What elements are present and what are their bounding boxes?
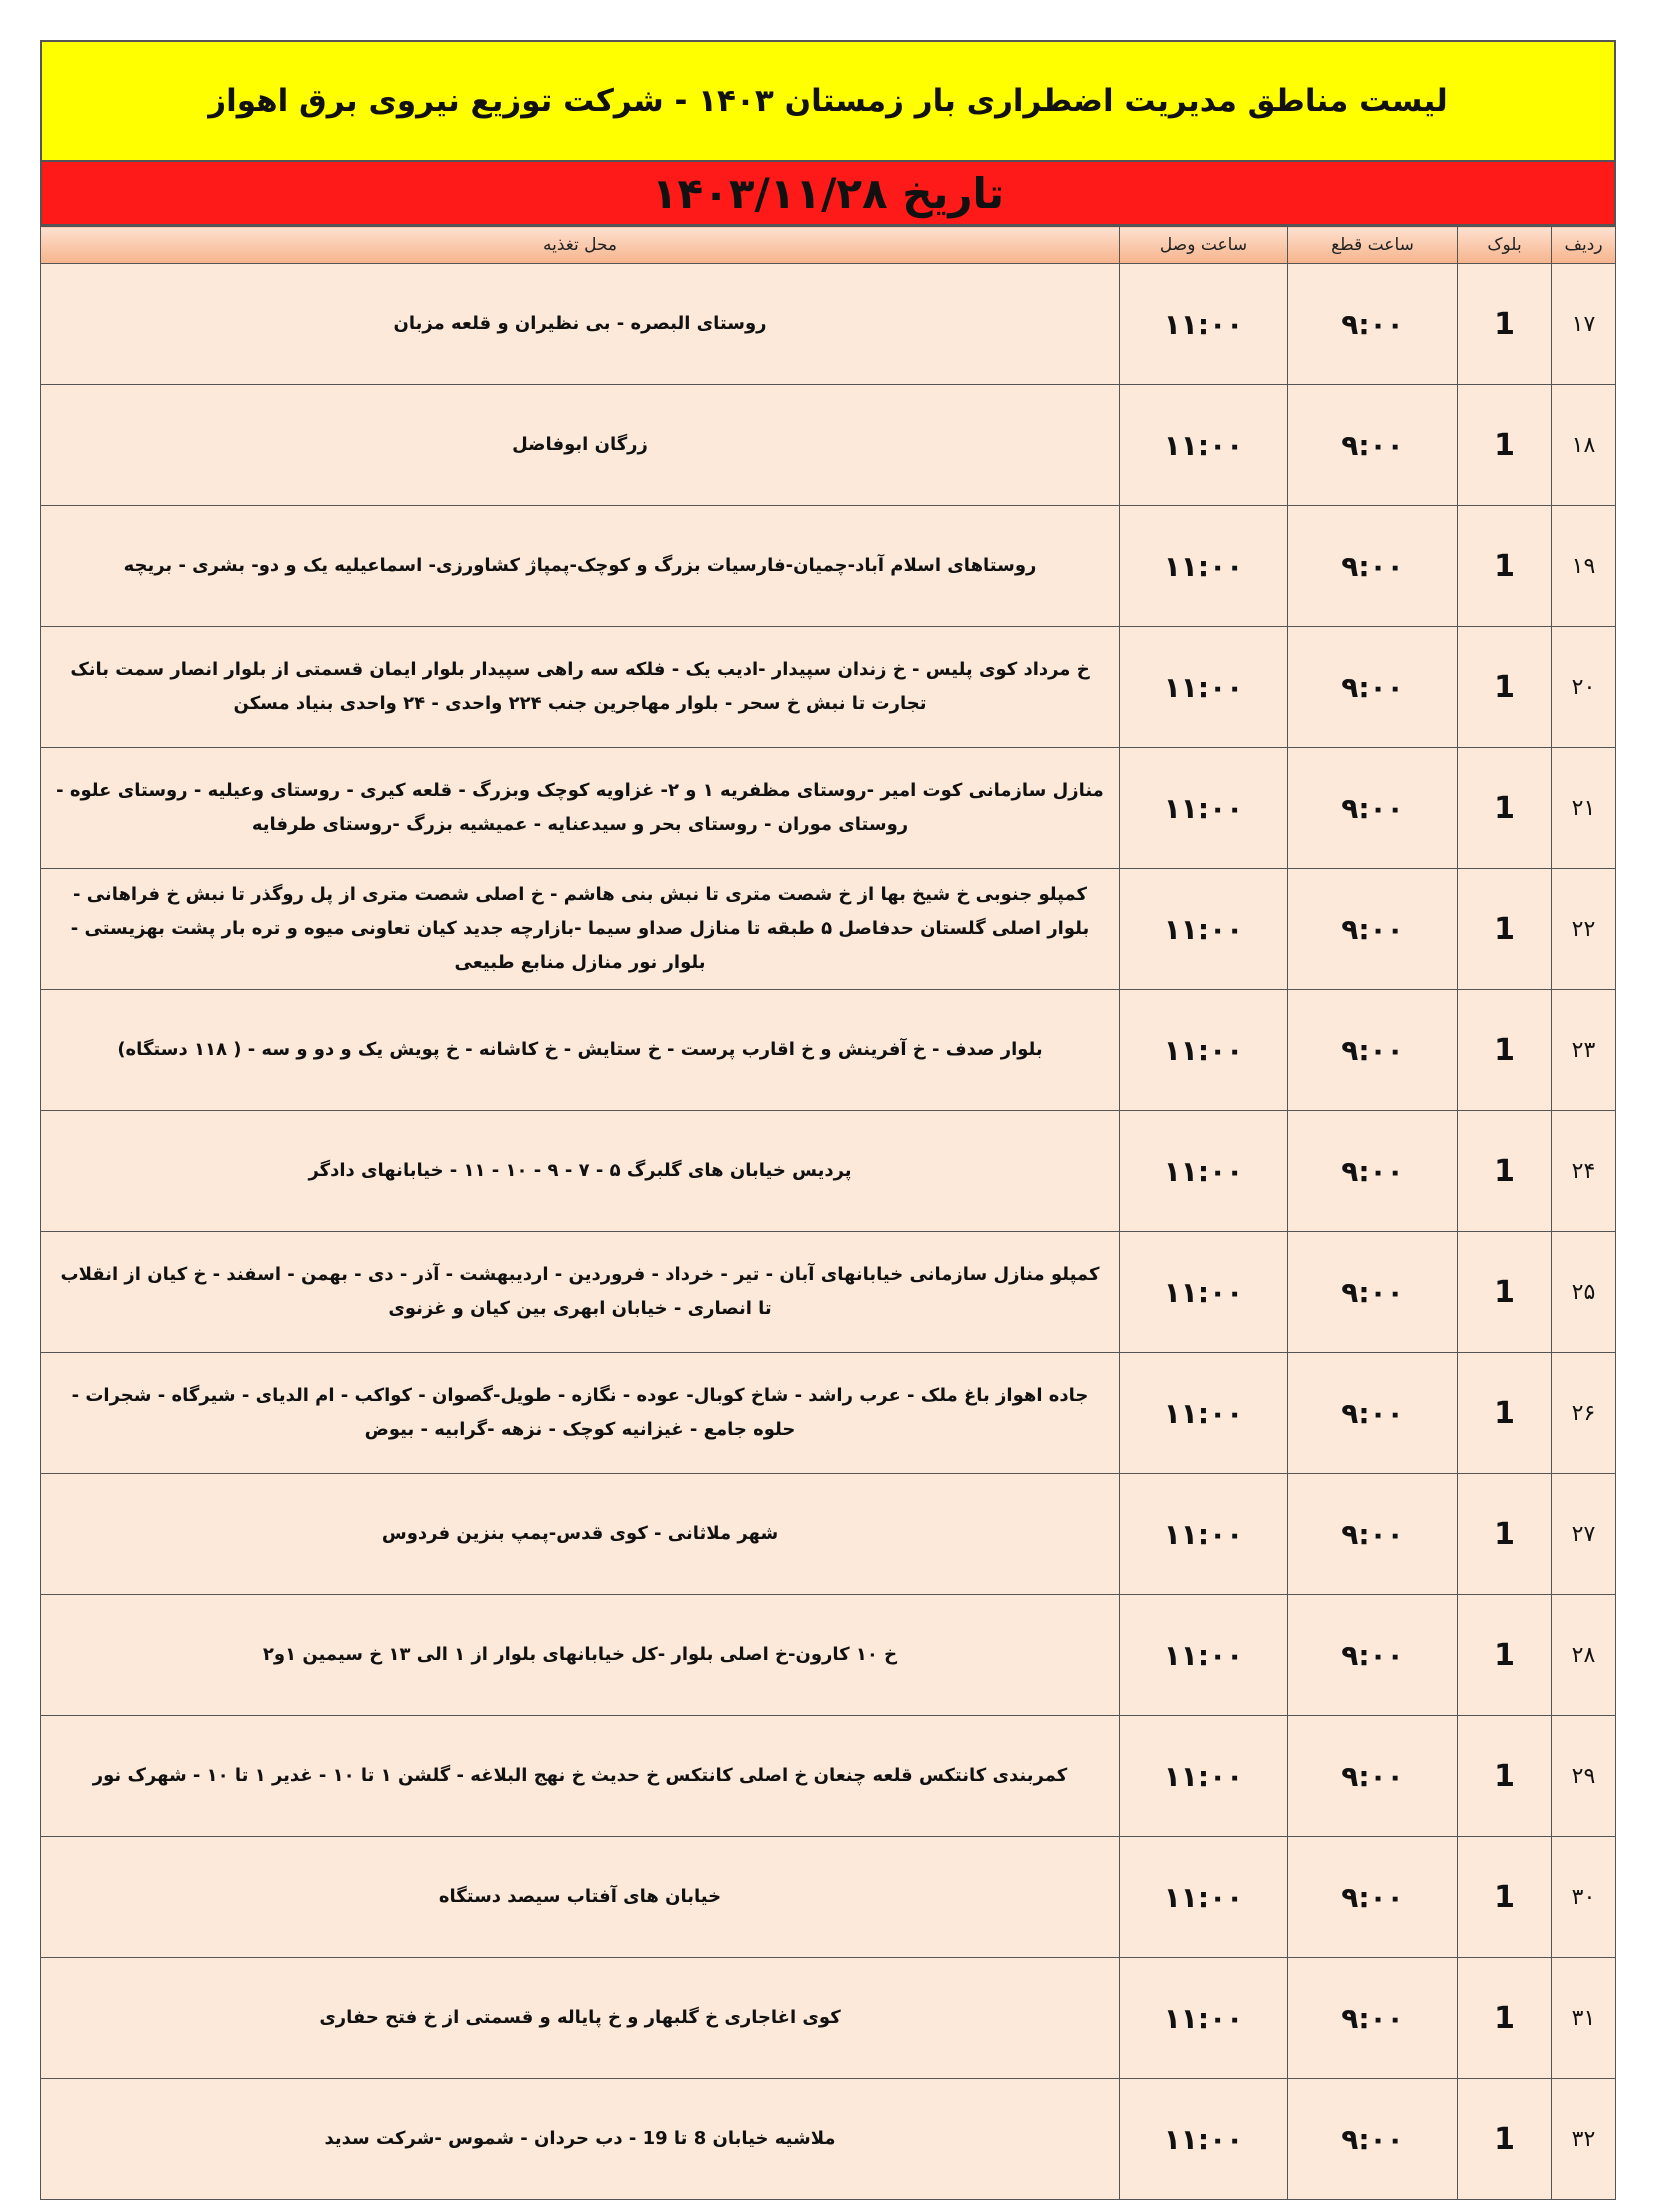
connect-time: ۱۱:۰۰: [1120, 1595, 1288, 1716]
location: شهر ملاثانی - کوی قدس-پمپ بنزین فردوس: [41, 1474, 1120, 1595]
row-number: ۲۰: [1552, 627, 1616, 748]
location: کمپلو منازل سازمانی خیابانهای آبان - تیر - خرداد - فروردین - اردیبهشت - آذر - دی - بهمن - اسفند - خ کیان از انقلاب تا انصاری - خیابان ابهری بین کیان و غزنوی: [41, 1232, 1120, 1353]
table-row: [41, 1958, 1616, 2079]
page-title-text: لیست مناطق مدیریت اضطراری بار زمستان ۱۴۰۳ - شرکت توزیع نیروی برق اهواز: [208, 83, 1448, 119]
cut-time: ۹:۰۰: [1288, 385, 1458, 506]
table-row: [41, 1111, 1616, 1232]
row-number: ۱۸: [1552, 385, 1616, 506]
column-header-location: محل تغذیه: [41, 227, 1120, 264]
location: زرگان ابوفاضل: [41, 385, 1120, 506]
block-number: 1: [1458, 1958, 1552, 2079]
table-row: [41, 1837, 1616, 1958]
connect-time: ۱۱:۰۰: [1120, 1474, 1288, 1595]
column-header-row-number: ردیف: [1552, 227, 1616, 264]
connect-time: ۱۱:۰۰: [1120, 1958, 1288, 2079]
location: ملاشیه خیابان 8 تا 19 - دب حردان - شموس -شرکت سدید: [41, 2079, 1120, 2200]
row-number: ۳۱: [1552, 1958, 1616, 2079]
row-number: ۲۷: [1552, 1474, 1616, 1595]
row-number: ۲۳: [1552, 990, 1616, 1111]
location: جاده اهواز باغ ملک - عرب راشد - شاخ کوبال- عوده - نگازه - طویل-گصوان - کواکب - ام الدیای - شیرگاه - شجرات - حلوه جامع - غیزانیه کوچک - نزهه -گرابیه - بیوض: [41, 1353, 1120, 1474]
table-row: [41, 1232, 1616, 1353]
connect-time: ۱۱:۰۰: [1120, 869, 1288, 990]
location: کمربندی کانتکس قلعه چنعان خ اصلی کانتکس خ حدیث خ نهج البلاغه - گلشن ۱ تا ۱۰ - غدیر ۱ تا ۱۰ - شهرک نور: [41, 1716, 1120, 1837]
row-number: ۲۸: [1552, 1595, 1616, 1716]
page-title: [40, 40, 1616, 162]
schedule-sheet: [40, 40, 1616, 2200]
connect-time: ۱۱:۰۰: [1120, 2079, 1288, 2200]
location: کمپلو جنوبی خ شیخ بها از خ شصت متری تا نبش بنی هاشم - خ اصلی شصت متری از پل روگذر تا نبش خ فراهانی - بلوار اصلی گلستان حدفاصل ۵ طبقه تا منازل صداو سیما -بازارچه جدید کیان تعاونی میوه و تره بار پشت بهزیستی - بلوار نور منازل منابع طبیعی: [41, 869, 1120, 990]
table-row: [41, 869, 1616, 990]
cut-time: ۹:۰۰: [1288, 1353, 1458, 1474]
block-number: 1: [1458, 1353, 1552, 1474]
location: خ مرداد کوی پلیس - خ زندان سپیدار -ادیب یک - فلکه سه راهی سپیدار بلوار ایمان قسمتی از بلوار انصار سمت بانک تجارت تا نبش خ سحر - بلوار مهاجرین جنب ۲۲۴ واحدی - ۲۴ واحدی بنیاد مسکن: [41, 627, 1120, 748]
connect-time: ۱۱:۰۰: [1120, 1353, 1288, 1474]
table-row: [41, 2079, 1616, 2200]
date-text: تاریخ ۱۴۰۳/۱۱/۲۸: [651, 168, 1005, 218]
connect-time: ۱۱:۰۰: [1120, 1716, 1288, 1837]
table-row: [41, 1716, 1616, 1837]
block-number: 1: [1458, 1837, 1552, 1958]
connect-time: ۱۱:۰۰: [1120, 385, 1288, 506]
table-row: [41, 748, 1616, 869]
location: منازل سازمانی کوت امیر -روستای مظفریه ۱ و ۲- غزاویه کوچک وبزرگ - قلعه کیری - روستای وعیلیه - روستای علوه - روستای موران - روستای بحر و سیدعنایه - عمیشیه بزرگ -روستای طرفایه: [41, 748, 1120, 869]
connect-time: ۱۱:۰۰: [1120, 1837, 1288, 1958]
location: خیابان های آفتاب سیصد دستگاه: [41, 1837, 1120, 1958]
row-number: ۱۹: [1552, 506, 1616, 627]
table-row: [41, 1595, 1616, 1716]
block-number: 1: [1458, 2079, 1552, 2200]
row-number: ۲۵: [1552, 1232, 1616, 1353]
table-row: [41, 990, 1616, 1111]
connect-time: ۱۱:۰۰: [1120, 1232, 1288, 1353]
date-banner: [40, 162, 1616, 226]
table-row: [41, 1353, 1616, 1474]
row-number: ۳۲: [1552, 2079, 1616, 2200]
connect-time: ۱۱:۰۰: [1120, 990, 1288, 1111]
block-number: 1: [1458, 1595, 1552, 1716]
block-number: 1: [1458, 1232, 1552, 1353]
cut-time: ۹:۰۰: [1288, 1958, 1458, 2079]
cut-time: ۹:۰۰: [1288, 1716, 1458, 1837]
block-number: 1: [1458, 1111, 1552, 1232]
block-number: 1: [1458, 1716, 1552, 1837]
cut-time: ۹:۰۰: [1288, 506, 1458, 627]
location: کوی اغاجاری خ گلبهار و خ پایاله و قسمتی از خ فتح حفاری: [41, 1958, 1120, 2079]
connect-time: ۱۱:۰۰: [1120, 748, 1288, 869]
cut-time: ۹:۰۰: [1288, 627, 1458, 748]
block-number: 1: [1458, 264, 1552, 385]
location: خ ۱۰ کارون-خ اصلی بلوار -کل خیابانهای بلوار از ۱ الی ۱۳ خ سیمین ۱و۲: [41, 1595, 1120, 1716]
table-row: [41, 506, 1616, 627]
connect-time: ۱۱:۰۰: [1120, 264, 1288, 385]
block-number: 1: [1458, 748, 1552, 869]
block-number: 1: [1458, 1474, 1552, 1595]
row-number: ۲۱: [1552, 748, 1616, 869]
cut-time: ۹:۰۰: [1288, 869, 1458, 990]
block-number: 1: [1458, 869, 1552, 990]
row-number: ۳۰: [1552, 1837, 1616, 1958]
table-row: [41, 264, 1616, 385]
cut-time: ۹:۰۰: [1288, 1837, 1458, 1958]
row-number: ۲۴: [1552, 1111, 1616, 1232]
table-header-row: [41, 227, 1616, 264]
row-number: ۲۹: [1552, 1716, 1616, 1837]
table-row: [41, 385, 1616, 506]
block-number: 1: [1458, 990, 1552, 1111]
cut-time: ۹:۰۰: [1288, 990, 1458, 1111]
location: بلوار صدف - خ آفرینش و خ اقارب پرست - خ ستایش - خ کاشانه - خ پویش یک و دو و سه - ( ۱۱۸ دستگاه): [41, 990, 1120, 1111]
block-number: 1: [1458, 627, 1552, 748]
row-number: ۲۶: [1552, 1353, 1616, 1474]
column-header-cut-time: ساعت قطع: [1288, 227, 1458, 264]
cut-time: ۹:۰۰: [1288, 1232, 1458, 1353]
cut-time: ۹:۰۰: [1288, 2079, 1458, 2200]
column-header-block: بلوک: [1458, 227, 1552, 264]
row-number: ۱۷: [1552, 264, 1616, 385]
outage-table: [40, 226, 1616, 2200]
cut-time: ۹:۰۰: [1288, 264, 1458, 385]
connect-time: ۱۱:۰۰: [1120, 627, 1288, 748]
block-number: 1: [1458, 385, 1552, 506]
connect-time: ۱۱:۰۰: [1120, 506, 1288, 627]
location: روستای البصره - بی نظیران و قلعه مزبان: [41, 264, 1120, 385]
cut-time: ۹:۰۰: [1288, 748, 1458, 869]
table-row: [41, 627, 1616, 748]
cut-time: ۹:۰۰: [1288, 1595, 1458, 1716]
table-row: [41, 1474, 1616, 1595]
connect-time: ۱۱:۰۰: [1120, 1111, 1288, 1232]
cut-time: ۹:۰۰: [1288, 1474, 1458, 1595]
column-header-connect-time: ساعت وصل: [1120, 227, 1288, 264]
location: روستاهای اسلام آباد-چمیان-فارسیات بزرگ و کوچک-پمپاژ کشاورزی- اسماعیلیه یک و دو- بشری - بریچه: [41, 506, 1120, 627]
row-number: ۲۲: [1552, 869, 1616, 990]
location: پردیس خیابان های گلبرگ ۵ - ۷ - ۹ - ۱۰ - ۱۱ - خیابانهای دادگر: [41, 1111, 1120, 1232]
block-number: 1: [1458, 506, 1552, 627]
cut-time: ۹:۰۰: [1288, 1111, 1458, 1232]
